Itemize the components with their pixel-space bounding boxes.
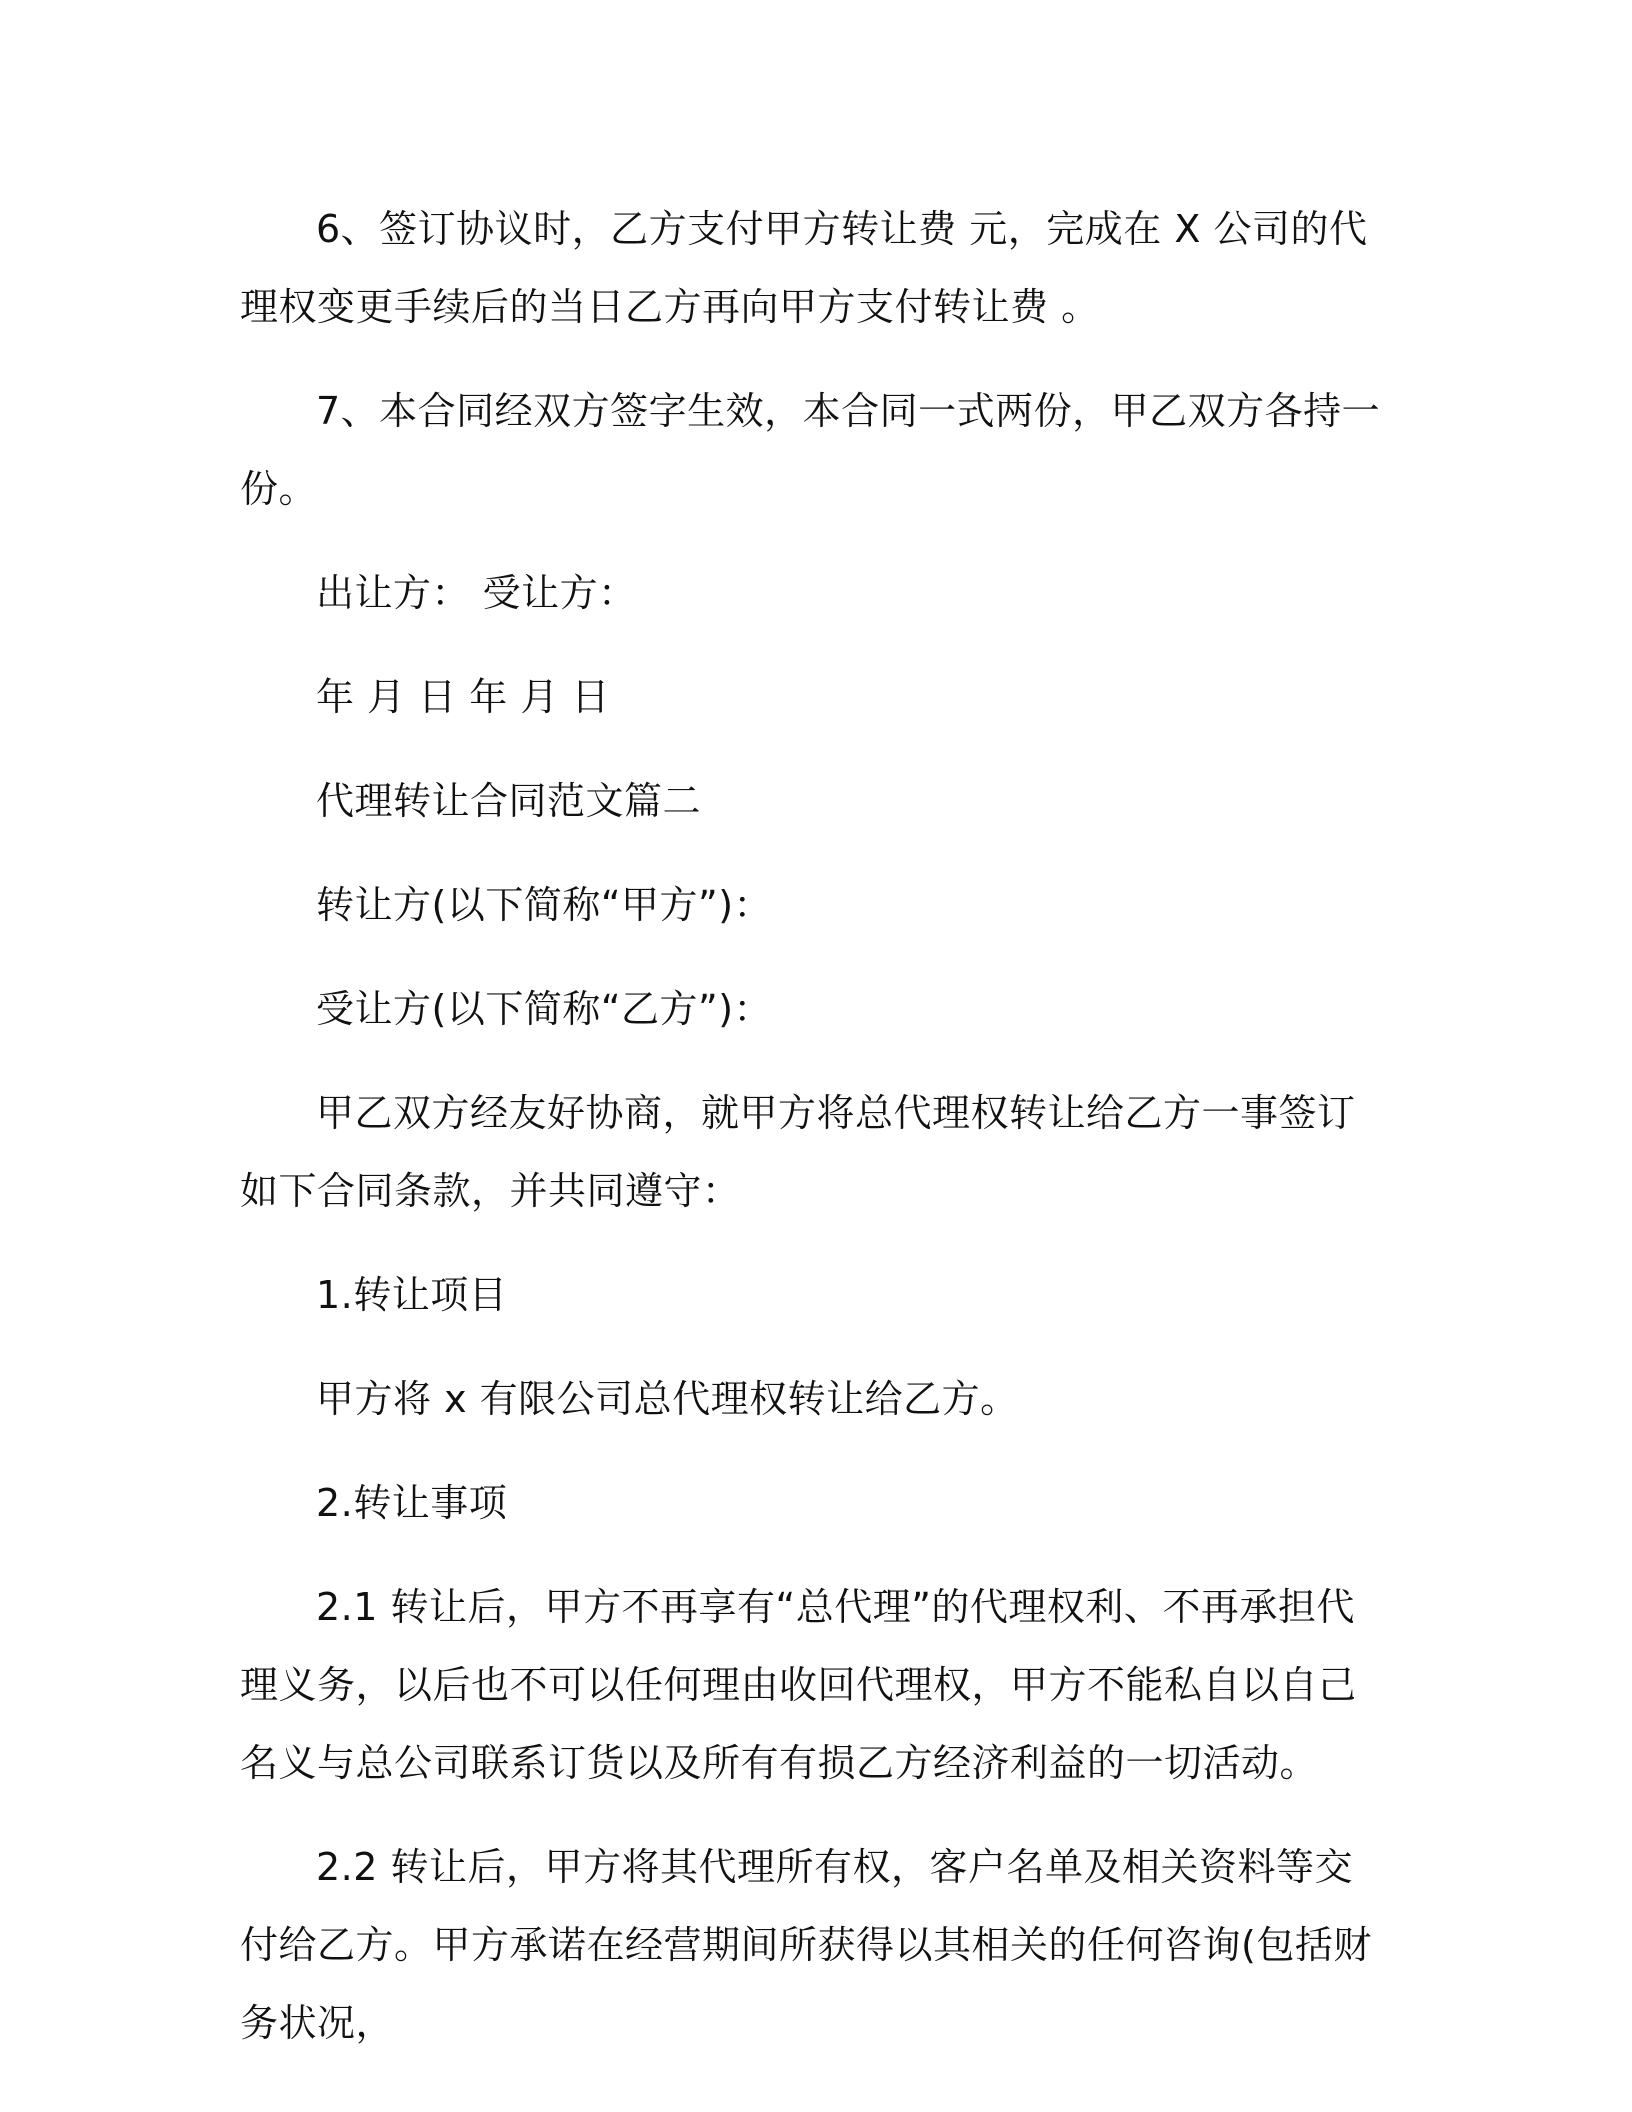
- clause-7-effect: 7、本合同经双方签字生效，本合同一式两份，甲乙双方各持一份。: [240, 389, 1381, 511]
- transferee-line: 受让方(以下简称“乙方”)：: [316, 987, 773, 1031]
- signature-dates: 年 月 日 年 月 日: [316, 675, 610, 719]
- transferor-line: 转让方(以下简称“甲方”)：: [316, 883, 773, 927]
- signature-parties: 出让方： 受让方：: [316, 571, 637, 615]
- transfer-item-text: 甲方将 x 有限公司总代理权转让给乙方。: [316, 1377, 1019, 1421]
- section-title: 代理转让合同范文篇二: [316, 779, 702, 823]
- document-body: [240, 190, 1390, 2088]
- clause-2-1: 2.1 转让后，甲方不再享有“总代理”的代理权利、不再承担代理义务，以后也不可以任何理由收回代理权，甲方不能私自以自己名义与总公司联系订货以及所有有损乙方经济利益的一切活动。: [240, 1585, 1357, 1785]
- preamble: 甲乙双方经友好协商，就甲方将总代理权转让给乙方一事签订如下合同条款，并共同遵守：: [240, 1091, 1356, 1213]
- clause-6-payment: 6、签订协议时，乙方支付甲方转让费 元，完成在 X 公司的代理权变更手续后的当日乙方再向甲方支付转让费 。: [240, 207, 1368, 329]
- heading-transfer-matters: 2.转让事项: [316, 1481, 508, 1525]
- heading-transfer-item: 1.转让项目: [316, 1273, 508, 1317]
- clause-2-2: 2.2 转让后，甲方将其代理所有权，客户名单及相关资料等交付给乙方。甲方承诺在经营期间所获得以其相关的任何咨询(包括财务状况，: [240, 1845, 1372, 2045]
